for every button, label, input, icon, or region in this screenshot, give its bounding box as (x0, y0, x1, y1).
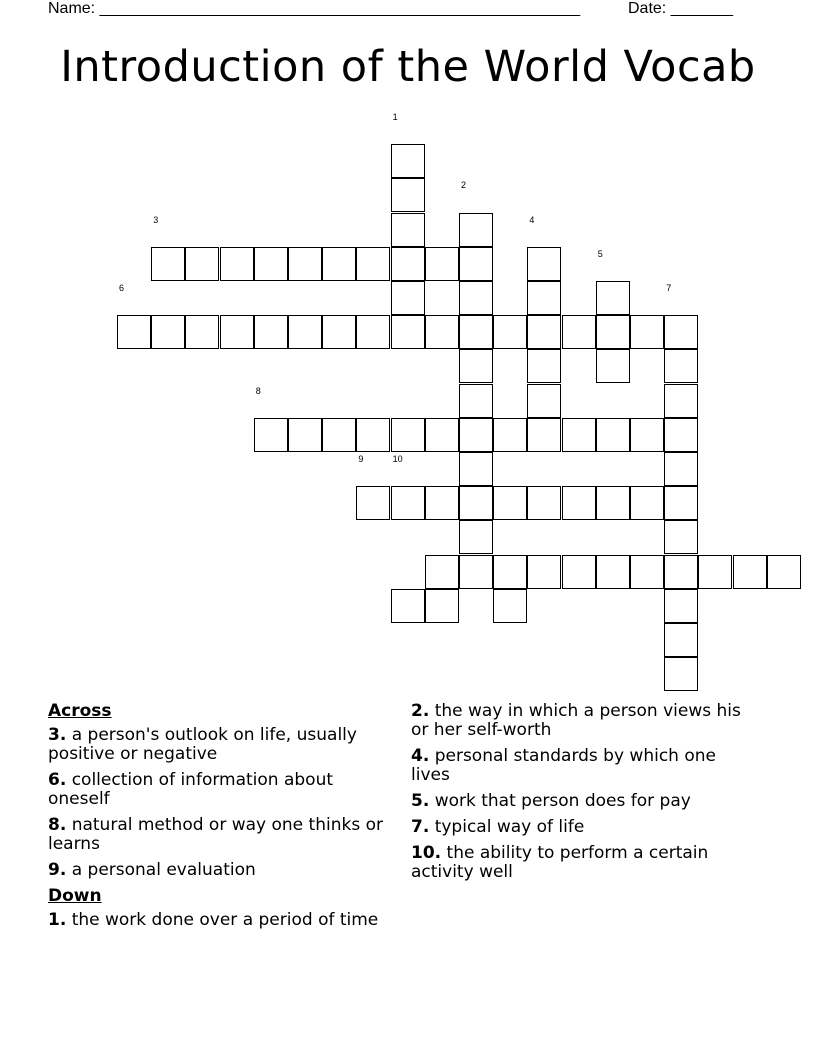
grid-cell[interactable] (356, 315, 390, 349)
grid-cell[interactable] (493, 486, 527, 520)
clue-item (411, 844, 751, 882)
grid-cell[interactable] (664, 486, 698, 520)
clue-item-number: 7. (411, 817, 430, 837)
clue-item-text: personal standards by which one lives (411, 746, 716, 785)
grid-cell[interactable] (527, 486, 561, 520)
down-clue-list (48, 911, 388, 930)
clue-number: 9 (358, 454, 364, 464)
grid-cell[interactable] (527, 418, 561, 452)
grid-cell[interactable] (596, 418, 630, 452)
grid-cell[interactable] (459, 520, 493, 554)
grid-cell[interactable] (151, 315, 185, 349)
grid-cell[interactable] (459, 384, 493, 418)
grid-cell[interactable] (151, 247, 185, 281)
clue-number: 6 (119, 283, 125, 293)
grid-cell[interactable] (459, 281, 493, 315)
grid-cell[interactable] (630, 315, 664, 349)
grid-cell[interactable] (185, 315, 219, 349)
grid-cell[interactable] (425, 315, 459, 349)
clue-item (411, 702, 751, 740)
grid-cell[interactable] (459, 349, 493, 383)
grid-cell[interactable] (493, 418, 527, 452)
grid-cell[interactable] (562, 315, 596, 349)
grid-cell[interactable] (391, 247, 425, 281)
grid-cell[interactable] (767, 555, 801, 589)
clue-item-number: 2. (411, 701, 430, 721)
grid-cell[interactable] (391, 144, 425, 178)
grid-cell[interactable] (425, 418, 459, 452)
grid-cell[interactable] (664, 452, 698, 486)
grid-cell[interactable] (220, 247, 254, 281)
grid-cell[interactable] (664, 657, 698, 691)
across-clue-list (48, 726, 388, 880)
grid-cell[interactable] (596, 315, 630, 349)
grid-cell[interactable] (254, 418, 288, 452)
clue-item-number: 10. (411, 843, 442, 863)
grid-cell[interactable] (596, 349, 630, 383)
grid-cell[interactable] (322, 247, 356, 281)
clue-number: 8 (255, 385, 261, 396)
grid-cell[interactable] (425, 247, 459, 281)
grid-cell[interactable] (664, 520, 698, 554)
grid-cell[interactable] (664, 555, 698, 589)
clue-item-number: 4. (411, 746, 430, 766)
clue-item (411, 747, 751, 785)
clues-left-column (48, 702, 388, 937)
grid-cell[interactable] (220, 315, 254, 349)
clue-item (411, 818, 751, 837)
grid-cell[interactable] (322, 315, 356, 349)
grid-cell[interactable] (664, 623, 698, 657)
grid-cell[interactable] (391, 281, 425, 315)
clue-number: 7 (666, 283, 672, 293)
grid-cell[interactable] (664, 384, 698, 418)
grid-cell[interactable] (391, 213, 425, 247)
grid-cell[interactable] (733, 555, 767, 589)
clue-item-text: a person's outlook on life, usually positive or negative (48, 725, 357, 764)
clue-number: 10 (392, 454, 403, 464)
grid-cell[interactable] (596, 486, 630, 520)
across-heading: Across (48, 701, 112, 721)
grid-cell[interactable] (527, 315, 561, 349)
name-field-label: Name: ______________________________________________________ (48, 0, 581, 17)
grid-cell[interactable] (459, 247, 493, 281)
clue-item-number: 3. (48, 725, 67, 745)
grid-cell[interactable] (562, 418, 596, 452)
clue-number: 4 (529, 214, 535, 225)
grid-cell[interactable] (391, 315, 425, 349)
clue-item-text: collection of information about oneself (48, 770, 334, 809)
grid-cell[interactable] (562, 555, 596, 589)
clue-item-text: typical way of life (429, 817, 585, 837)
clue-item (48, 861, 388, 880)
clue-item-text: work that person does for pay (429, 791, 691, 811)
grid-cell[interactable] (596, 555, 630, 589)
grid-cell[interactable] (459, 418, 493, 452)
grid-cell[interactable] (391, 178, 425, 212)
grid-cell[interactable] (493, 589, 527, 623)
grid-cell[interactable] (425, 555, 459, 589)
grid-cell[interactable] (562, 486, 596, 520)
grid-cell[interactable] (288, 247, 322, 281)
clue-item-number: 8. (48, 815, 67, 835)
clue-item (411, 792, 751, 811)
grid-cell[interactable] (459, 213, 493, 247)
clue-number: 5 (597, 248, 603, 259)
grid-cell[interactable] (459, 555, 493, 589)
grid-cell[interactable] (391, 486, 425, 520)
clue-number: 1 (392, 112, 398, 122)
grid-cell[interactable] (322, 418, 356, 452)
clue-item (48, 771, 388, 809)
grid-cell[interactable] (664, 315, 698, 349)
grid-cell[interactable] (356, 418, 390, 452)
grid-cell[interactable] (664, 589, 698, 623)
grid-cell[interactable] (493, 315, 527, 349)
grid-cell[interactable] (493, 555, 527, 589)
grid-cell[interactable] (596, 281, 630, 315)
grid-cell[interactable] (630, 555, 664, 589)
grid-cell[interactable] (254, 315, 288, 349)
clue-number: 3 (153, 214, 159, 225)
grid-cell[interactable] (391, 418, 425, 452)
down-clue-list-continued (411, 702, 751, 882)
grid-cell[interactable] (630, 486, 664, 520)
clue-item-text: natural method or way one thinks or learns (48, 815, 383, 854)
clue-item-number: 1. (48, 910, 67, 930)
clue-item (48, 816, 388, 854)
grid-cell[interactable] (459, 452, 493, 486)
grid-cell[interactable] (425, 486, 459, 520)
clue-item-number: 9. (48, 860, 67, 880)
grid-cell[interactable] (254, 247, 288, 281)
grid-cell[interactable] (356, 486, 390, 520)
grid-cell[interactable] (527, 281, 561, 315)
grid-cell[interactable] (356, 247, 390, 281)
grid-cell[interactable] (288, 315, 322, 349)
clue-number: 2 (461, 180, 467, 191)
clue-item (48, 911, 388, 930)
grid-cell[interactable] (664, 349, 698, 383)
clue-item-text: the ability to perform a certain activity well (411, 843, 709, 882)
down-heading: Down (48, 886, 102, 906)
grid-cell[interactable] (391, 589, 425, 623)
date-field-label: Date: _______ (628, 0, 733, 17)
grid-cell[interactable] (117, 315, 151, 349)
clue-item-text: the way in which a person views his or her self-worth (411, 701, 741, 740)
clue-item-number: 5. (411, 791, 430, 811)
grid-cell[interactable] (630, 418, 664, 452)
grid-cell[interactable] (527, 555, 561, 589)
clue-item (48, 726, 388, 764)
grid-cell[interactable] (664, 418, 698, 452)
clue-item-text: the work done over a period of time (66, 910, 379, 930)
clue-item-text: a personal evaluation (66, 860, 256, 880)
grid-cell[interactable] (425, 589, 459, 623)
grid-cell[interactable] (288, 418, 322, 452)
page-title: Introduction of the World Vocab (60, 42, 756, 92)
grid-cell[interactable] (527, 384, 561, 418)
grid-cell[interactable] (185, 247, 219, 281)
clues-right-column (411, 702, 751, 889)
clue-item-number: 6. (48, 770, 67, 790)
grid-cell[interactable] (527, 247, 561, 281)
grid-cell[interactable] (459, 315, 493, 349)
grid-cell[interactable] (459, 486, 493, 520)
grid-cell[interactable] (527, 349, 561, 383)
grid-cell[interactable] (698, 555, 732, 589)
